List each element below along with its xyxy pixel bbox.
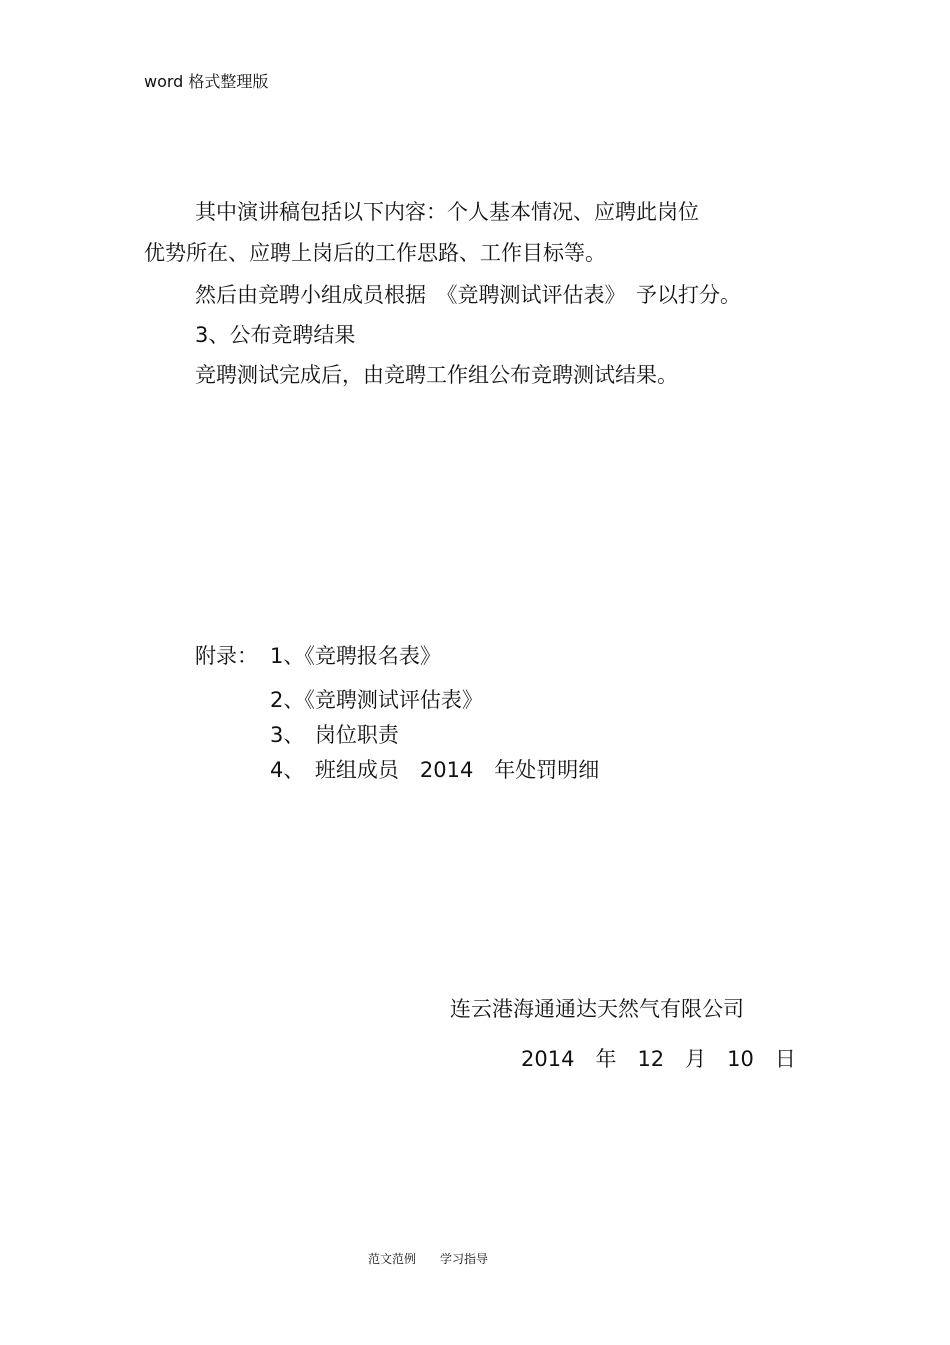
body-paragraph-3: 竞聘测试完成后，由竞聘工作组公布竞聘测试结果。 (195, 363, 678, 387)
appendix-item-2: 2、《竞聘测试评估表》 (270, 688, 483, 712)
page-header: word 格式整理版 (144, 72, 269, 91)
appendix-item-4: 4、 班组成员 2014 年处罚明细 (270, 758, 600, 782)
page-footer: 范文范例 学习指导 (368, 1252, 489, 1266)
appendix-item-1: 1、《竞聘报名表》 (270, 644, 441, 668)
appendix-item-3: 3、 岗位职责 (270, 723, 399, 747)
appendix-label: 附录： (195, 644, 258, 668)
signature-date: 2014 年 12 月 10 日 (521, 1047, 796, 1071)
section-heading-3: 3、公布竞聘结果 (195, 323, 356, 347)
body-paragraph-1: 其中演讲稿包括以下内容：个人基本情况、应聘此岗位 (195, 200, 699, 224)
body-paragraph-2: 然后由竞聘小组成员根据 《竞聘测试评估表》 予以打分。 (195, 283, 741, 307)
body-paragraph-1-continued: 优势所在、应聘上岗后的工作思路、工作目标等。 (144, 241, 606, 265)
company-name: 连云港海通通达天然气有限公司 (450, 997, 744, 1021)
